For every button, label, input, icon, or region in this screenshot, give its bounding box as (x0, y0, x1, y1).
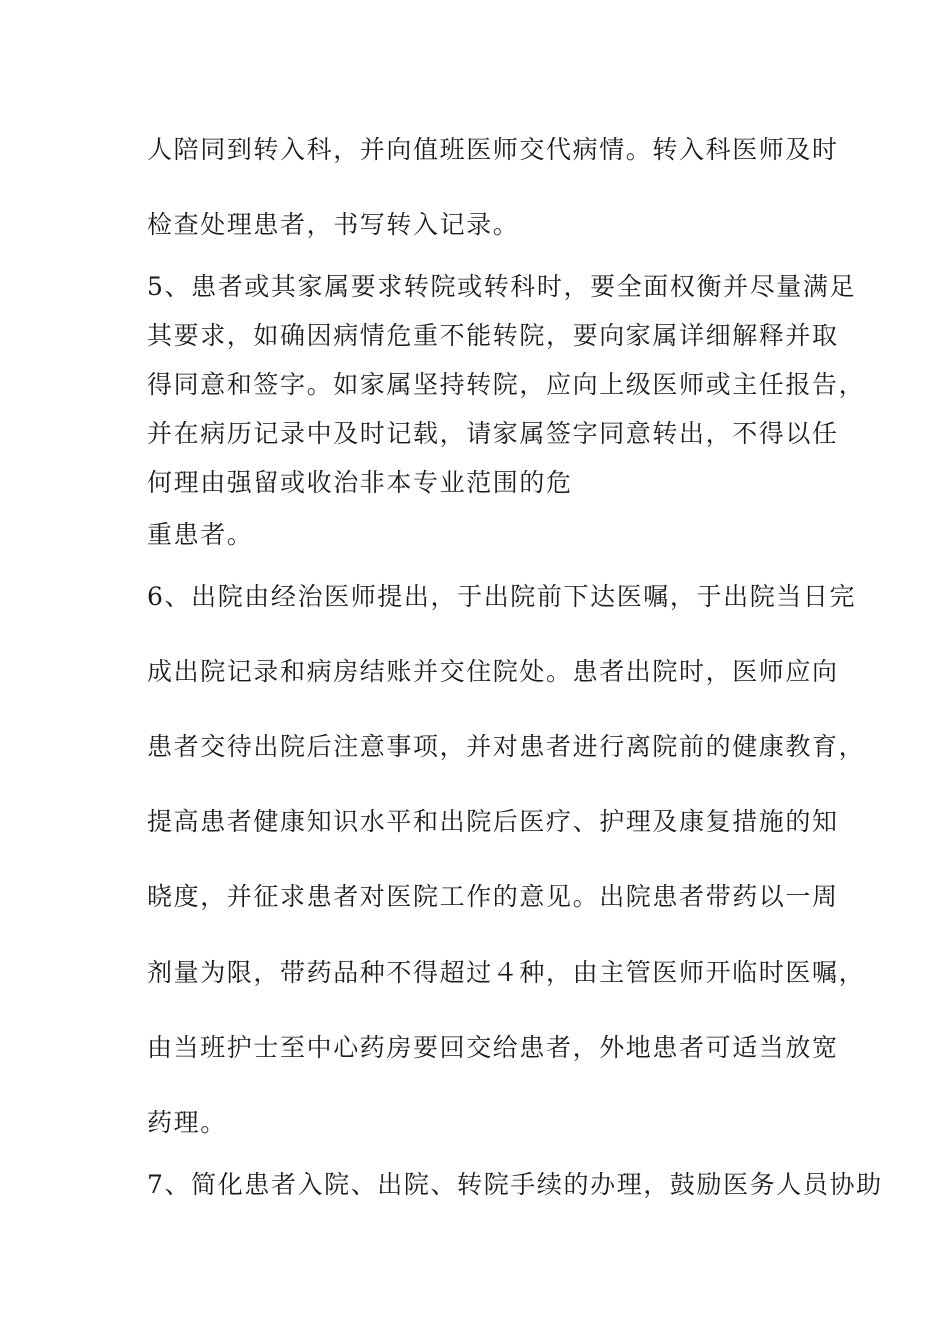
text-line: 患者交待出院后注意事项，并对患者进行离院前的健康教育， (147, 732, 866, 761)
text-line: 何理由强留或收治非本专业范围的危 (147, 468, 573, 497)
text-line: 由当班护士至中心药房要回交给患者，外地患者可适当放宽 (147, 1033, 839, 1062)
text-line: 其要求，如确因病情危重不能转院，要向家属详细解释并取 (147, 321, 839, 350)
text-line: 药理。 (147, 1108, 227, 1137)
text-line: 成出院记录和病房结账并交住院处。患者出院时，医师应向 (147, 657, 839, 686)
text-line: 得同意和签字。如家属坚持转院，应向上级医师或主任报告， (147, 370, 866, 399)
text-line: 并在病历记录中及时记载，请家属签字同意转出，不得以任 (147, 419, 839, 448)
text-line: 6、出院由经治医师提出，于出院前下达医嘱，于出院当日完 (147, 582, 857, 611)
text-line: 人陪同到转入科，并向值班医师交代病情。转入科医师及时 (147, 135, 839, 164)
text-line: 重患者。 (147, 520, 254, 549)
text-line: 5、患者或其家属要求转院或转科时，要全面权衡并尽量满足 (147, 272, 857, 301)
text-line: 提高患者健康知识水平和出院后医疗、护理及康复措施的知 (147, 807, 839, 836)
text-line: 检查处理患者，书写转入记录。 (147, 210, 520, 239)
text-line: 晓度，并征求患者对医院工作的意见。出院患者带药以一周 (147, 882, 839, 911)
text-line: 剂量为限，带药品种不得超过４种，由主管医师开临时医嘱， (147, 958, 866, 987)
text-line: 7、简化患者入院、出院、转院手续的办理，鼓励医务人员协助 (147, 1170, 883, 1199)
